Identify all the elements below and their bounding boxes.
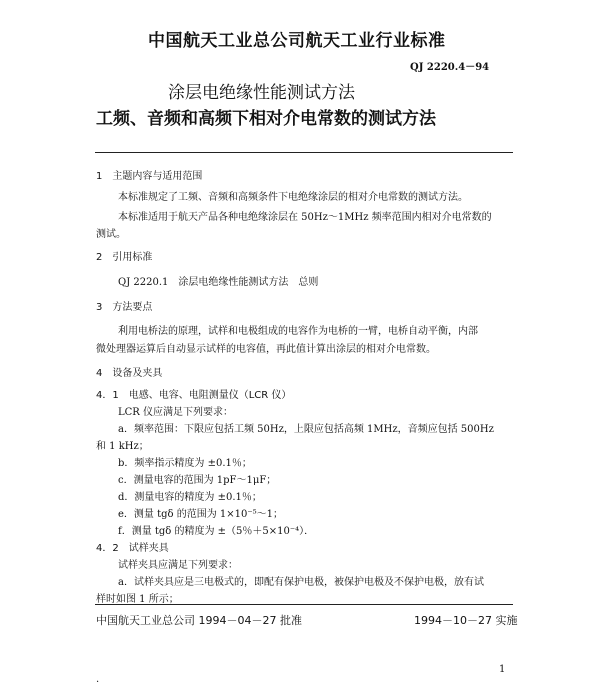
section-3-para-cont: 微处理器运算后自动显示试样的电容值，再此值计算出涂层的相对介电常数。 [96,344,436,355]
section-4-2-item-a-cont: 样时如图 1 所示； [96,594,179,605]
document-subtitle: 工频、音频和高频下相对介电常数的测试方法 [96,109,436,129]
bottom-rule [95,604,513,605]
list-item-e: e．测量 tgδ 的范围为 1×10⁻⁵～1； [118,509,284,520]
standard-code: QJ 2220.4－94 [410,62,490,73]
document-title: 涂层电绝缘性能测试方法 [168,83,355,103]
section-4-heading: 4 设备及夹具 [96,368,163,379]
page-number: 1 [499,664,506,675]
section-1-para-2-cont: 测试。 [96,229,126,240]
section-1-heading: 1 主题内容与适用范围 [96,171,203,182]
top-rule [95,152,513,153]
list-item-a: a．频率范围：下限应包括工频 50Hz，上限应包括高频 1MHz，音频应包括 500Hz [118,424,494,435]
section-4-1-heading: 4．1 电感、电容、电阻测量仪（LCR 仪） [96,390,292,401]
section-2-heading: 2 引用标准 [96,252,153,263]
list-item-d: d．测量电容的精度为 ±0.1％； [118,492,262,503]
section-1-para-1: 本标准规定了工频、音频和高频条件下电绝缘涂层的相对介电常数的测试方法。 [118,192,468,203]
section-4-2-heading: 4．2 试样夹具 [96,543,169,554]
list-item-f: f．测量 tgδ 的精度为 ±（5％＋5×10⁻⁴）． [118,526,315,537]
section-4-1-intro: LCR 仪应满足下列要求： [118,407,233,418]
section-3-para: 利用电桥法的原理，试样和电极组成的电容作为电桥的一臂，电桥自动平衡，内部 [118,326,478,337]
section-3-heading: 3 方法要点 [96,302,153,313]
issuing-organization: 中国航天工业总公司航天工业行业标准 [148,31,446,51]
section-4-2-item-a: a．试样夹具应是三电极式的，即配有保护电极，被保护电极及不保护电极，放有试 [118,577,484,588]
list-item-a-cont: 和 1 kHz； [96,441,149,452]
footer-mark: . [96,674,100,685]
effective-date: 1994－10－27 实施 [414,614,518,627]
approval-date: 中国航天工业总公司 1994－04－27 批准 [96,614,302,627]
list-item-c: c．测量电容的范围为 1pF～1μF； [118,475,277,486]
list-item-b: b．频率指示精度为 ±0.1％； [118,458,252,469]
section-1-para-2: 本标准适用于航天产品各种电绝缘涂层在 50Hz～1MHz 频率范围内相对介电常数的 [118,212,492,223]
section-4-2-intro: 试样夹具应满足下列要求： [118,560,238,571]
section-2-reference: QJ 2220.1 涂层电绝缘性能测试方法 总则 [118,277,319,288]
